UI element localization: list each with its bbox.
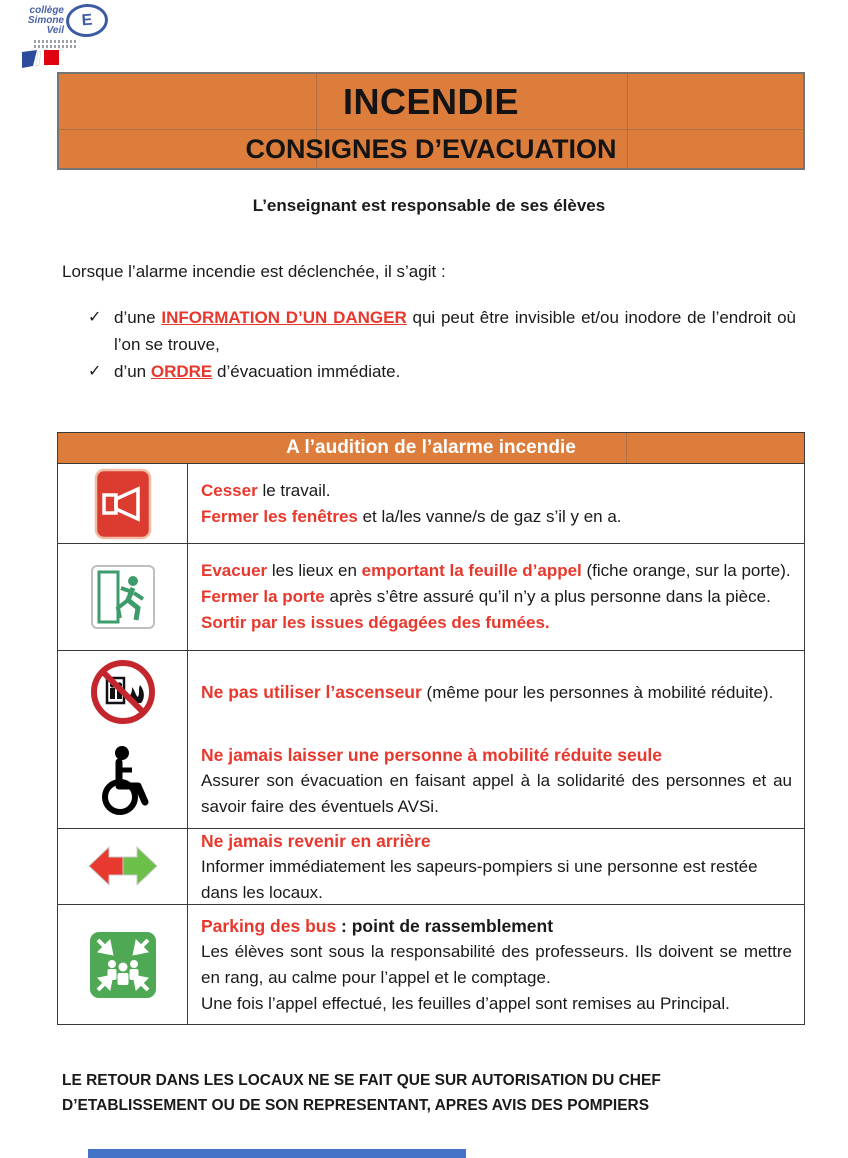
bullet-text — [114, 358, 796, 385]
list-item — [88, 358, 796, 385]
instruction-text — [188, 829, 804, 904]
instruction-title: Ne jamais laisser une personne à mobilité réduite seule — [201, 744, 663, 765]
responsibility-statement: L’enseignant est responsable de ses élèves — [252, 196, 606, 215]
school-name-bottom: Simone Veil — [27, 14, 64, 36]
school-logo — [12, 4, 122, 68]
no-elevator-icon — [58, 651, 188, 733]
instruction-text — [188, 905, 804, 1024]
instruction-text — [188, 544, 804, 650]
instruction-body: Les élèves sont sous la responsabilité des professeurs. Ils doivent se mettre en rang, au calme pour l’appel et le comptage. — [201, 941, 792, 987]
table-header-label: A l’audition de l’alarme incendie — [286, 437, 576, 458]
keyword: Ne pas utiliser l’ascenseur — [201, 681, 422, 702]
page-title: INCENDIE — [59, 74, 803, 130]
page-subtitle: CONSIGNES D’EVACUATION — [245, 133, 617, 164]
wheelchair-icon — [58, 733, 188, 828]
emergency-exit-icon — [58, 544, 188, 650]
keyword: Fermer la porte — [201, 587, 325, 606]
instruction-line — [201, 558, 792, 584]
instruction-text — [188, 733, 804, 828]
table-row — [58, 650, 804, 733]
keyword: Fermer les fenêtres — [201, 506, 358, 526]
bullet-post: qui peut être invisible et/ou inodore de l’endroit où l’on se trouve, — [114, 308, 796, 354]
bullet-post: d’évacuation immédiate. — [212, 362, 401, 381]
table-row — [58, 904, 804, 1024]
instruction-line — [201, 478, 792, 504]
instruction-line — [201, 504, 792, 530]
assembly-point-icon — [58, 905, 188, 1024]
instructions-table — [57, 432, 805, 1025]
school-name — [12, 6, 64, 36]
instruction-text — [188, 651, 804, 733]
bullet-text — [114, 304, 796, 358]
list-item — [88, 304, 796, 358]
keyword: Evacuer — [201, 561, 268, 580]
instruction-line — [201, 584, 792, 610]
keyword: emportant la feuille d’appel — [361, 561, 582, 580]
education-emblem-icon — [65, 3, 109, 39]
table-row — [58, 733, 804, 828]
text: et la/les vanne/s de gaz s’il y en a. — [357, 506, 622, 526]
instruction-line — [201, 610, 792, 636]
instruction-title — [201, 913, 792, 939]
table-header — [58, 433, 804, 464]
next-section-header-partial — [88, 1149, 466, 1158]
keyword: Cesser — [201, 480, 258, 500]
table-row — [58, 464, 804, 543]
academy-smallprint — [34, 40, 78, 48]
bullet-highlight: ORDRE — [150, 362, 213, 381]
bullet-pre: d’une — [114, 308, 162, 327]
no-return-arrows-icon — [58, 829, 188, 904]
checkmark-icon: ✓ — [88, 363, 102, 380]
header-grid-line — [626, 433, 627, 463]
instruction-body: Assurer son évacuation en faisant appel à la solidarité des personnes et au savoir faire des éventuels AVSi. — [201, 770, 792, 816]
french-flag-icon — [22, 50, 64, 68]
instruction-text — [188, 464, 804, 543]
fire-alarm-icon — [58, 464, 188, 543]
table-row — [58, 828, 804, 904]
keyword: Sortir par les issues dégagées des fumées. — [201, 613, 550, 632]
bullet-highlight: INFORMATION D’UN DANGER — [161, 308, 407, 327]
text: (même pour les personnes à mobilité réduite). — [421, 682, 774, 702]
text: le travail. — [257, 480, 331, 500]
text: les lieux en — [267, 561, 362, 580]
alarm-meaning-list — [88, 304, 796, 385]
instruction-line — [201, 679, 792, 706]
text: après s’être assuré qu’il n’y a plus personne dans la pièce. — [324, 587, 771, 606]
title-banner — [57, 72, 805, 170]
keyword: Parking des bus — [201, 915, 337, 936]
table-row — [58, 543, 804, 650]
text: : point de rassemblement — [336, 915, 554, 936]
instruction-body: Informer immédiatement les sapeurs-pompiers si une personne est restée dans les locaux. — [201, 856, 758, 902]
emblem-letter: E — [81, 11, 93, 29]
school-name-top: collège — [29, 4, 64, 16]
instruction-title: Ne jamais revenir en arrière — [201, 830, 431, 851]
return-authorization-warning: LE RETOUR DANS LES LOCAUX NE SE FAIT QUE SUR AUTORISATION DU CHEF D’ETABLISSEMENT OU DE SON REPRESENTANT, APRES AVIS DES POMPIERS — [62, 1072, 661, 1114]
text: (fiche orange, sur la porte). — [581, 561, 791, 580]
lead-sentence: Lorsque l’alarme incendie est déclenchée, il s’agit : — [62, 262, 446, 281]
bullet-pre: d’un — [114, 362, 151, 381]
instruction-body: Une fois l’appel effectué, les feuilles d’appel sont remises au Principal. — [201, 993, 730, 1013]
checkmark-icon: ✓ — [88, 309, 102, 326]
